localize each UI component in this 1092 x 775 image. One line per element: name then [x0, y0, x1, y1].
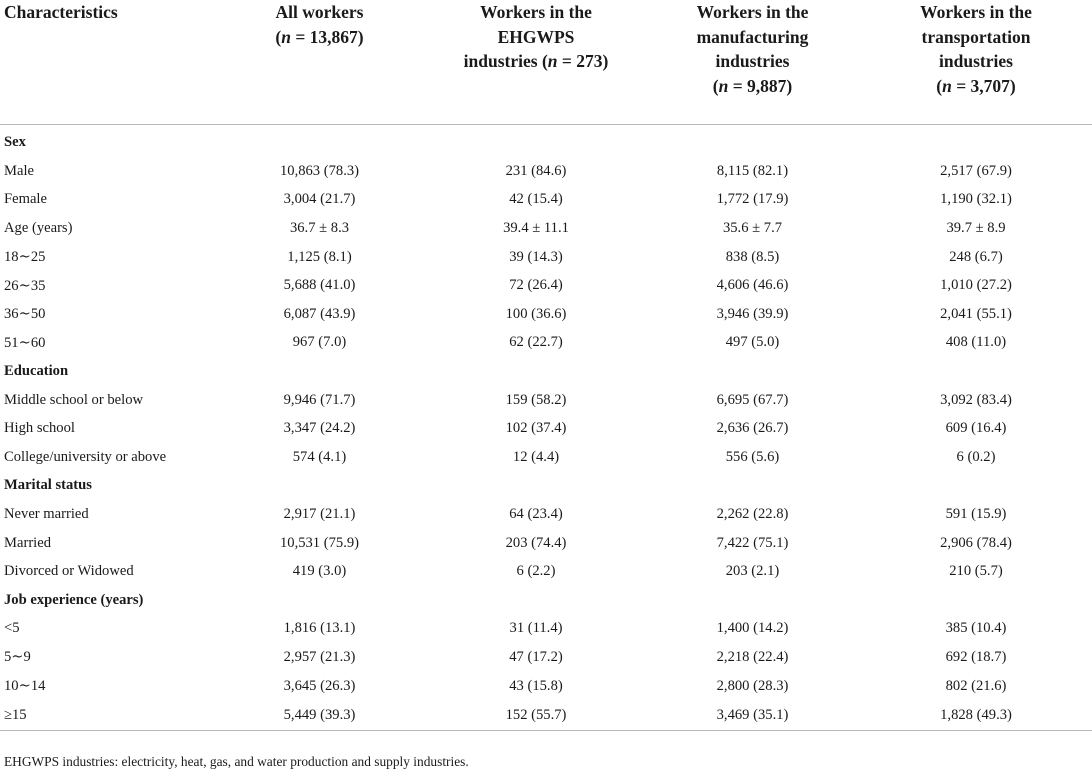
table-cell: 5,449 (39.3): [212, 700, 427, 731]
table-row: [0, 186, 1092, 215]
table-cell: 152 (55.7): [427, 700, 645, 731]
table-cell: 31 (11.4): [509, 620, 563, 637]
row-label: 10∼14: [4, 678, 46, 695]
table-cell: 3,347 (24.2): [283, 420, 356, 437]
table-row: [0, 700, 1092, 731]
table-cell: 3,092 (83.4): [940, 391, 1012, 408]
table-cell: 2,636 (26.7): [716, 420, 789, 437]
section-row: [0, 129, 1092, 158]
table-cell: 203 (74.4): [505, 534, 567, 551]
header-line: Workers in the: [920, 2, 1032, 22]
table-cell: 6,087 (43.9): [283, 305, 356, 322]
table-cell: 556 (5.6): [725, 448, 780, 465]
header-line: (n = 13,867): [275, 26, 364, 47]
table-header: [0, 0, 1092, 124]
table-cell: 2,957 (21.3): [283, 648, 356, 665]
table-cell: 2,041 (55.1): [940, 305, 1012, 322]
table-cell: 248 (6.7): [949, 248, 1003, 265]
table-row: [0, 643, 1092, 672]
table-cell: 7,422 (75.1): [716, 534, 789, 551]
table-cell: 1,400 (14.2): [716, 620, 789, 637]
column-header-characteristics: [0, 0, 212, 124]
section-title: Job experience (years): [4, 591, 144, 608]
table-cell: 408 (11.0): [945, 334, 1007, 351]
table-cell: 2,262 (22.8): [716, 506, 789, 523]
table-cell: 3,469 (35.1): [645, 700, 860, 731]
table-cell: 203 (2.1): [725, 563, 780, 580]
table-cell: 8,115 (82.1): [716, 162, 789, 179]
table-row: [0, 500, 1092, 529]
table-cell: 35.6 ± 7.7: [722, 220, 783, 237]
table-cell: 72 (26.4): [509, 277, 563, 294]
table-cell: 36.7 ± 8.3: [289, 220, 350, 237]
row-label: ≥15: [0, 700, 212, 731]
table-cell: 3,645 (26.3): [283, 677, 356, 694]
table-cell: 210 (5.7): [949, 563, 1003, 580]
table-cell: 43 (15.8): [509, 677, 563, 694]
header-line: All workers: [275, 2, 364, 22]
table-cell: 2,906 (78.4): [940, 534, 1012, 551]
row-label: 51∼60: [4, 334, 46, 351]
header-line: (n = 9,887): [712, 75, 793, 96]
table-cell: 2,517 (67.9): [940, 162, 1012, 179]
table-cell: 39 (14.3): [509, 248, 563, 265]
row-label: Divorced or Widowed: [4, 563, 134, 580]
table-row: [0, 300, 1092, 329]
column-header-2: [427, 0, 645, 124]
table-cell: 802 (21.6): [945, 677, 1007, 694]
row-label: Never married: [4, 506, 89, 523]
section-title: Education: [4, 363, 69, 380]
header-line: industries: [715, 51, 790, 71]
table-cell: 42 (15.4): [509, 191, 563, 208]
table-cell: 574 (4.1): [292, 448, 347, 465]
table-cell: 6,695 (67.7): [716, 391, 789, 408]
table-cell: 9,946 (71.7): [283, 391, 356, 408]
row-label: <5: [4, 620, 20, 637]
table-row: [0, 243, 1092, 272]
table-row: [0, 557, 1092, 586]
row-label: Middle school or below: [4, 391, 144, 408]
row-label: 26∼35: [4, 277, 46, 294]
table-row: [0, 414, 1092, 443]
header-line: Characteristics: [4, 2, 118, 22]
row-label: Female: [4, 191, 47, 208]
table-cell: 10,863 (78.3): [279, 162, 360, 179]
section-title: Marital status: [4, 477, 92, 494]
table-row: [0, 329, 1092, 358]
table-cell: 231 (84.6): [505, 162, 567, 179]
table-cell: 62 (22.7): [509, 334, 563, 351]
table-cell: 159 (58.2): [505, 391, 567, 408]
table-cell: 6 (0.2): [956, 448, 996, 465]
table-cell: 1,828 (49.3): [860, 700, 1092, 731]
table-cell: 39.7 ± 8.9: [946, 220, 1006, 237]
table-row: [0, 271, 1092, 300]
column-header-1: [212, 0, 427, 124]
table-cell: 419 (3.0): [292, 563, 347, 580]
table-cell: 39.4 ± 11.1: [503, 220, 569, 237]
table-row: [0, 443, 1092, 472]
table-row: [0, 529, 1092, 558]
table-cell: 3,004 (21.7): [283, 191, 356, 208]
section-title: Sex: [4, 134, 26, 151]
section-row: [0, 472, 1092, 501]
table-cell: 1,816 (13.1): [283, 620, 356, 637]
header-line: manufacturing: [696, 26, 809, 47]
table-row: [0, 672, 1092, 701]
table-cell: 497 (5.0): [725, 334, 780, 351]
column-header-3: [645, 0, 860, 124]
table-cell: 2,917 (21.1): [283, 506, 356, 523]
table-row: [0, 386, 1092, 415]
row-label: High school: [4, 420, 75, 437]
table-body: [0, 124, 1092, 731]
table-cell: 1,010 (27.2): [940, 277, 1012, 294]
table-cell: 692 (18.7): [945, 648, 1007, 665]
table-cell: 64 (23.4): [509, 506, 563, 523]
table-cell: 1,125 (8.1): [287, 248, 352, 265]
table-cell: 2,218 (22.4): [716, 648, 789, 665]
table-cell: 591 (15.9): [945, 506, 1007, 523]
table-cell: 47 (17.2): [509, 648, 563, 665]
row-label: 5∼9: [4, 649, 31, 666]
header-line: transportation: [921, 26, 1031, 47]
header-row: [0, 0, 1092, 124]
header-line: Workers in the: [696, 2, 809, 22]
header-line: industries (n = 273): [463, 51, 609, 71]
table-cell: 12 (4.4): [512, 448, 560, 465]
row-label: 18∼25: [4, 249, 46, 266]
table-cell: 3,946 (39.9): [716, 305, 789, 322]
row-label: 36∼50: [4, 306, 46, 323]
column-header-4: [860, 0, 1092, 124]
table-cell: 2,800 (28.3): [716, 677, 789, 694]
table-footnote: EHGWPS industries: electricity, heat, gas, and water production and supply industries.: [4, 754, 469, 769]
row-label: College/university or above: [4, 448, 167, 465]
table-cell: 100 (36.6): [505, 305, 567, 322]
row-label: Male: [4, 162, 34, 179]
table-row: [0, 157, 1092, 186]
header-line: (n = 3,707): [936, 75, 1016, 96]
table-cell: 6 (2.2): [516, 563, 556, 580]
header-line: Workers in the: [480, 2, 592, 22]
section-row: [0, 357, 1092, 386]
header-line: industries: [939, 51, 1013, 71]
table-cell: 102 (37.4): [505, 420, 567, 437]
table-cell: 4,606 (46.6): [716, 277, 789, 294]
table-cell: 609 (16.4): [945, 420, 1007, 437]
table-row: [0, 214, 1092, 243]
table-cell: 967 (7.0): [292, 334, 347, 351]
row-label: Married: [4, 534, 52, 551]
section-row: [0, 586, 1092, 615]
header-line: EHGWPS: [497, 26, 575, 47]
table-cell: 385 (10.4): [945, 620, 1007, 637]
table-cell: 10,531 (75.9): [279, 534, 360, 551]
table-cell: 1,190 (32.1): [940, 191, 1012, 208]
table-row: [0, 615, 1092, 644]
table-cell: 838 (8.5): [725, 248, 780, 265]
table-cell: 5,688 (41.0): [283, 277, 356, 294]
row-label: Age (years): [4, 220, 73, 237]
table-cell: 1,772 (17.9): [716, 191, 789, 208]
